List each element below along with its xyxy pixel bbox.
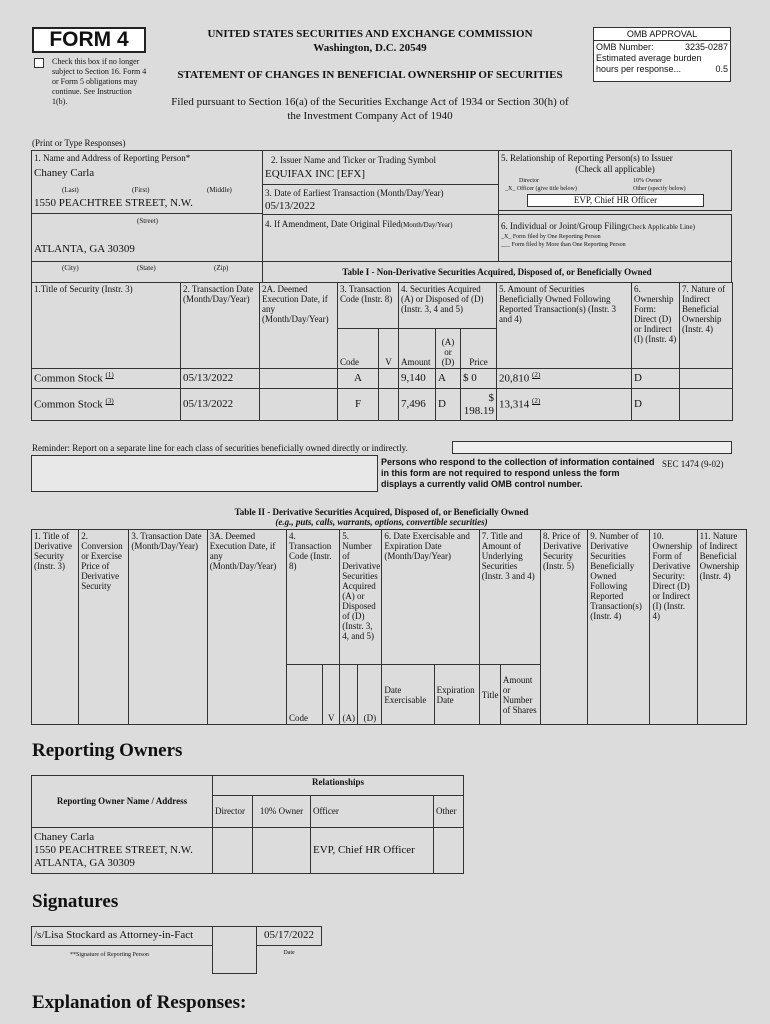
table-row (32, 389, 733, 421)
table1-title-bar (262, 261, 732, 283)
t1-r2-form: D (632, 389, 680, 421)
t1-col5: 5. Amount of Securities Beneficially Owned Following Reported Transaction(s) (Instr. 3 and 4) (497, 283, 632, 369)
earliest-transaction-box (262, 184, 499, 215)
label-city: (City) (62, 264, 79, 272)
issuer-box (262, 150, 499, 185)
t2-col2: 2. Conversion or Exercise Price of Derivative Security (79, 530, 129, 725)
omb-number: 3235-0287 (684, 42, 728, 52)
t1-r1-nature (680, 369, 733, 389)
t2-col5: 5. Number of Derivative Securities Acquired (A) or Disposed of (D) (Instr. 3, 4, and 5) (340, 530, 382, 665)
table2-title: Table II - Derivative Securities Acquired, Disposed of, or Beneficially Owned (234, 507, 529, 517)
table-row (32, 369, 733, 389)
t2-col10: 10. Ownership Form of Derivative Security: Direct (D) or Indirect (I) (Instr. 4) (650, 530, 697, 725)
label-relationship: 5. Relationship of Reporting Person(s) to Issuer (501, 153, 673, 163)
t1-sub-price: Price (461, 329, 497, 369)
table1 (31, 282, 733, 421)
ro-col-ten: 10% Owner (253, 796, 311, 828)
t1-r1-price: $ 0 (461, 369, 497, 389)
filing-type-box (498, 214, 732, 262)
t1-col2a: 2A. Deemed Execution Date, if any (Month/Day/Year) (260, 283, 338, 369)
signatures-heading: Signatures (32, 891, 119, 912)
amendment-box (262, 214, 499, 262)
t1-r2-security: Common Stock (34, 398, 103, 411)
ro-col-other: Other (434, 796, 464, 828)
print-type-note: (Print or Type Responses) (32, 138, 126, 148)
label-reporting-person: 1. Name and Address of Reporting Person (34, 153, 186, 163)
t1-r2-nature (680, 389, 733, 421)
t1-col1: 1.Title of Security (Instr. 3) (32, 283, 181, 369)
omb-approval-title: OMB APPROVAL (594, 28, 730, 41)
label-last: (Last) (62, 186, 79, 194)
relationship-box (498, 150, 732, 211)
t1-r1-amount: 9,140 (399, 369, 436, 389)
form-title: FORM 4 (49, 28, 129, 51)
t2-col1: 1. Title of Derivative Security (Instr. 3) (32, 530, 79, 725)
t2-col3a: 3A. Deemed Execution Date, if any (Month/Day/Year) (207, 530, 286, 725)
explanation-heading: Explanation of Responses: (32, 992, 247, 1013)
rel-officer: _X_ Officer (give title below) (505, 186, 577, 192)
signer-name: /s/Lisa Stockard as Attorney-in-Fact (34, 929, 194, 941)
omb-number-label: OMB Number: (596, 42, 654, 52)
reporting-owners-heading: Reporting Owners (32, 740, 183, 761)
statement-title: STATEMENT OF CHANGES IN BENEFICIAL OWNERSHIP OF SECURITIES (177, 69, 563, 81)
rel-ten-pct: 10% Owner (633, 178, 662, 184)
t1-col7: 7. Nature of Indirect Beneficial Ownership (Instr. 4) (680, 283, 733, 369)
reminder-blank (452, 441, 732, 454)
left-blank-box (31, 455, 378, 492)
reminder-text: Reminder: Report on a separate line for each class of securities beneficially owned directly or indirectly. (32, 443, 408, 453)
t2-col9: 9. Number of Derivative Securities Beneficially Owned Following Reported Transaction(s) (Instr. 4) (588, 530, 650, 725)
t1-r1-v (379, 369, 399, 389)
t1-r2-owned-fn[interactable]: (2) (532, 397, 541, 406)
label-earliest-transaction: 3. Date of Earliest Transaction (Month/Day/Year) (265, 188, 444, 198)
t2-col3: 3. Transaction Date (Month/Day/Year) (129, 530, 207, 725)
reporting-person-city: ATLANTA, GA 30309 (34, 243, 135, 255)
signature-date-label: Date (283, 950, 295, 956)
t1-col3: 3. Transaction Code (Instr. 8) (338, 283, 399, 329)
t2-sub-exercisable: Date Exercisable (382, 665, 434, 725)
ro-owner-city: ATLANTA, GA 30309 (34, 857, 135, 869)
t1-sub-aord: (A) or (D) (436, 329, 461, 369)
t2-col11: 11. Nature of Indirect Beneficial Ownership (Instr. 4) (697, 530, 746, 725)
reporting-person-street: 1550 PEACHTREE STREET, N.W. (34, 197, 193, 209)
signature-box (31, 926, 213, 946)
t2-col8: 8. Price of Derivative Security (Instr. 5) (541, 530, 588, 725)
label-state: (State) (137, 264, 156, 272)
t1-r1-owned-fn[interactable]: (2) (532, 371, 541, 380)
persons-notice: Persons who respond to the collection of information contained in this form are not required to respond unless the form displays a currently valid OMB control number. (381, 457, 655, 489)
label-reporting-person-mark: * (185, 153, 191, 163)
label-first: (First) (132, 186, 150, 194)
filing-more-person: ___ Form filed by More than One Reporting Person (501, 242, 626, 248)
table2 (31, 529, 747, 725)
signature-date: 05/17/2022 (263, 929, 315, 941)
check-all-applicable: (Check all applicable) (575, 164, 655, 174)
officer-title: EVP, Chief HR Officer (573, 195, 658, 205)
officer-title-box (527, 194, 704, 207)
filed-pursuant-line2: the Investment Company Act of 1940 (287, 110, 453, 122)
signature-gap-box (212, 926, 257, 974)
t1-r1-code: A (338, 369, 379, 389)
t1-r2-deemed (260, 389, 338, 421)
t1-r2-amount: 7,496 (399, 389, 436, 421)
signer-label: **Signature of Reporting Person (70, 952, 149, 958)
t1-r1-footnote[interactable]: (1) (105, 371, 114, 380)
t1-r1-date: 05/13/2022 (181, 369, 260, 389)
t1-r1-security: Common Stock (34, 372, 103, 385)
burden-value: 0.5 (715, 64, 728, 74)
t1-r1-aord: A (436, 369, 461, 389)
table-row (32, 828, 464, 874)
label-issuer: 2. Issuer Name and Ticker or Trading Symbol (271, 155, 436, 165)
agency-title: UNITED STATES SECURITIES AND EXCHANGE COMMISSION (207, 28, 533, 40)
ro-col-name: Reporting Owner Name / Address (32, 776, 213, 828)
t2-sub-amount: Amount or Number of Shares (500, 665, 540, 725)
t2-col7: 7. Title and Amount of Underlying Securities (Instr. 3 and 4) (479, 530, 540, 665)
t2-sub-code: Code (287, 665, 323, 725)
form-title-box (32, 27, 146, 53)
t1-r2-footnote[interactable]: (3) (105, 397, 114, 406)
t2-col4: 4. Transaction Code (Instr. 8) (287, 530, 340, 665)
city-state-zip-row (31, 261, 263, 283)
reporting-person-box (31, 150, 263, 262)
label-filing-small: (Check Applicable Line) (625, 223, 695, 231)
earliest-transaction-date: 05/13/2022 (265, 200, 316, 212)
t2-sub-title: Title (479, 665, 500, 725)
ro-officer-value: EVP, Chief HR Officer (311, 828, 434, 874)
t1-r1-owned: 20,810 (499, 372, 530, 385)
agency-location: Washington, D.C. 20549 (313, 42, 427, 54)
t1-col2: 2. Transaction Date (Month/Day/Year) (181, 283, 260, 369)
t1-sub-code: Code (338, 329, 379, 369)
signature-date-box (256, 926, 322, 946)
filed-pursuant-line1: Filed pursuant to Section 16(a) of the Securities Exchange Act of 1934 or Section 30(h) of (171, 96, 569, 108)
ro-col-officer: Officer (311, 796, 434, 828)
t1-r2-price: $ 198.19 (461, 389, 497, 421)
t1-r2-aord: D (436, 389, 461, 421)
issuer-name: EQUIFAX INC [EFX] (265, 168, 366, 180)
ro-owner-street: 1550 PEACHTREE STREET, N.W. (34, 844, 193, 856)
sec-number: SEC 1474 (9-02) (662, 459, 724, 469)
t2-sub-a: (A) (340, 665, 358, 725)
t2-sub-expiration: Expiration Date (434, 665, 479, 725)
t1-sub-v: V (379, 329, 399, 369)
table2-subtitle: (e.g., puts, calls, warrants, options, convertible securities) (275, 517, 488, 527)
label-amendment: 4. If Amendment, Date Original Filed (265, 219, 401, 229)
t1-col4: 4. Securities Acquired (A) or Disposed of (D) (Instr. 3, 4 and 5) (399, 283, 497, 329)
burden-label: hours per response... (596, 64, 682, 74)
t1-r2-v (379, 389, 399, 421)
label-street: (Street) (137, 217, 158, 225)
t2-sub-v: V (323, 665, 340, 725)
t1-r2-date: 05/13/2022 (181, 389, 260, 421)
t1-r2-code: F (338, 389, 379, 421)
t1-r2-owned: 13,314 (499, 398, 530, 411)
table1-title: Table I - Non-Derivative Securities Acquired, Disposed of, or Beneficially Owned (342, 267, 652, 277)
label-filing: 6. Individual or Joint/Group Filing (501, 221, 626, 231)
ro-col-director: Director (213, 796, 253, 828)
ro-owner-name: Chaney Carla (34, 831, 95, 843)
rel-other: Other (specify below) (633, 186, 686, 192)
no-longer-subject-checkbox[interactable] (34, 58, 44, 68)
filing-one-person: _X_ Form filed by One Reporting Person (501, 234, 601, 240)
label-middle: (Middle) (207, 186, 232, 194)
omb-approval-box (593, 27, 731, 82)
t1-r1-form: D (632, 369, 680, 389)
reporting-owners-table (31, 775, 464, 874)
rel-director: Director (519, 178, 539, 184)
label-zip: (Zip) (214, 264, 229, 272)
t1-sub-amount: Amount (399, 329, 436, 369)
ro-relationships: Relationships (213, 776, 464, 796)
t1-r1-deemed (260, 369, 338, 389)
burden-line1: Estimated average burden (596, 53, 702, 63)
reporting-person-name: Chaney Carla (34, 167, 95, 179)
label-amendment-small: (Month/Day/Year) (400, 221, 453, 229)
t2-sub-d: (D) (358, 665, 382, 725)
t2-col6: 6. Date Exercisable and Expiration Date (Month/Day/Year) (382, 530, 479, 665)
t1-col6: 6. Ownership Form: Direct (D) or Indirect (I) (Instr. 4) (632, 283, 680, 369)
check-box-text: Check this box if no longer subject to Section 16. Form 4 or Form 5 obligations may continue. See Instruction 1(b). (52, 57, 147, 106)
